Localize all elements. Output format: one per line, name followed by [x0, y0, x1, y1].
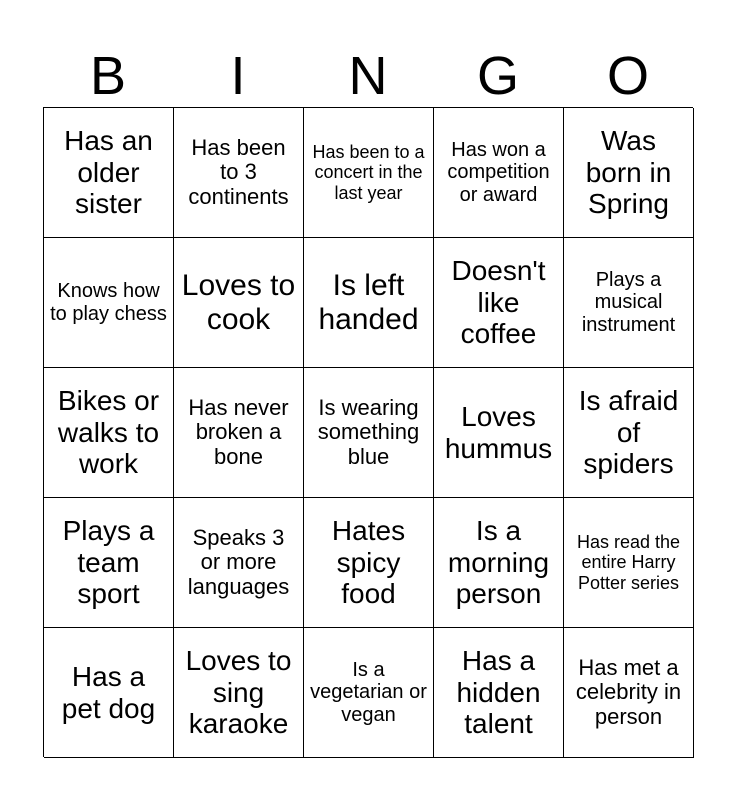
bingo-cell	[304, 238, 434, 368]
bingo-cell	[44, 498, 174, 628]
cell-text: Was born in Spring	[585, 125, 672, 220]
cell-text: Has a hidden talent	[456, 645, 541, 740]
cell-text: Doesn't like coffee	[451, 255, 546, 350]
header-letter-n: N	[348, 46, 388, 106]
cell-text: Hates spicy food	[331, 515, 406, 610]
bingo-cell	[434, 368, 564, 498]
bingo-cell	[434, 238, 564, 368]
bingo-cell	[434, 108, 564, 238]
bingo-cell	[174, 368, 304, 498]
cell-text: Has never broken a bone	[188, 394, 289, 469]
bingo-cell	[174, 108, 304, 238]
cell-text: Loves to cook	[181, 268, 296, 336]
bingo-cell	[44, 238, 174, 368]
header-letter-b: B	[89, 46, 127, 106]
cell-text: Has been to a concert in the last year	[312, 142, 425, 203]
bingo-cell	[304, 498, 434, 628]
bingo-cell	[44, 108, 174, 238]
bingo-board	[43, 107, 693, 757]
bingo-cell	[434, 628, 564, 758]
cell-text: Is afraid of spiders	[578, 385, 679, 480]
cell-text: Plays a musical instrument	[581, 268, 676, 336]
cell-text: Is a morning person	[447, 515, 550, 610]
bingo-cell	[44, 368, 174, 498]
header-letter-g: G	[476, 46, 519, 106]
cell-text: Is a vegetarian or vegan	[310, 658, 427, 726]
cell-text: Plays a team sport	[62, 515, 155, 610]
cell-text: Has won a competition or award	[447, 138, 550, 206]
cell-text: Speaks 3 or more languages	[187, 524, 290, 599]
bingo-cell	[434, 498, 564, 628]
bingo-cell	[564, 498, 694, 628]
header-letter-o: O	[606, 46, 649, 106]
bingo-cell	[564, 108, 694, 238]
bingo-cell	[564, 238, 694, 368]
bingo-header	[43, 46, 693, 106]
bingo-cell	[174, 628, 304, 758]
cell-text: Has an older sister	[64, 125, 153, 220]
cell-text: Is left handed	[318, 268, 419, 336]
cell-text: Loves to sing karaoke	[185, 645, 292, 740]
bingo-cell	[564, 368, 694, 498]
bingo-cell	[564, 628, 694, 758]
cell-text: Has been to 3 continents	[188, 134, 289, 209]
bingo-cell	[304, 108, 434, 238]
bingo-cell	[304, 628, 434, 758]
cell-text: Has a pet dog	[61, 661, 156, 724]
cell-text: Bikes or walks to work	[57, 385, 160, 480]
header-letter-i: I	[230, 46, 246, 106]
cell-text: Has met a celebrity in person	[575, 654, 682, 729]
bingo-cell	[304, 368, 434, 498]
bingo-cell	[174, 498, 304, 628]
cell-text: Has read the entire Harry Potter series	[576, 532, 681, 593]
cell-text: Loves hummus	[444, 401, 553, 464]
cell-text: Knows how to play chess	[50, 280, 167, 325]
cell-text: Is wearing something blue	[317, 394, 420, 469]
bingo-cell	[174, 238, 304, 368]
bingo-cell	[44, 628, 174, 758]
